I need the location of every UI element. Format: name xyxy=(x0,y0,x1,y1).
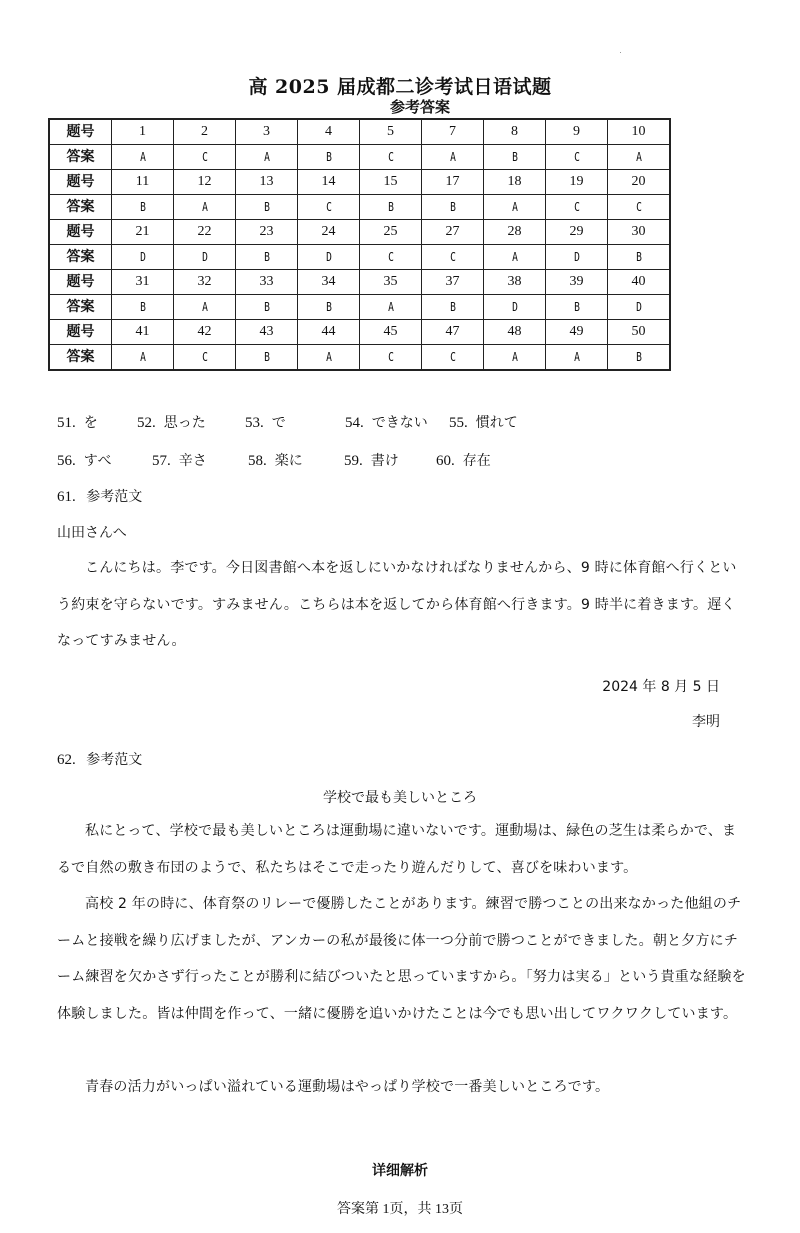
row-label-question: 题号 xyxy=(49,320,112,345)
fill-in-item xyxy=(344,450,399,470)
fill-in-item xyxy=(137,412,206,432)
row-label-answer: 答案 xyxy=(49,295,112,320)
answer-cell: D xyxy=(552,245,602,270)
question-number-cell: 10 xyxy=(608,119,671,145)
answer-cell: C xyxy=(304,195,354,220)
essay62-heading-text: 参考范文 xyxy=(86,752,143,768)
fill-in-answer: 書け xyxy=(370,453,399,469)
detail-analysis-heading: 详细解析 xyxy=(372,1163,428,1179)
question-number-cell: 42 xyxy=(174,320,236,345)
question-number-cell: 8 xyxy=(484,119,546,145)
question-number-cell: 29 xyxy=(546,220,608,245)
scan-speck xyxy=(620,52,621,53)
question-number-cell: 11 xyxy=(112,170,174,195)
fill-in-number: 53. xyxy=(245,415,264,431)
answer-cell: B xyxy=(242,245,292,270)
fill-in-number: 57. xyxy=(152,453,171,469)
essay62-paragraph-1: 私にとって、学校で最も美しいところは運動場に違いないです。運動場は、緑色の芝生は柔らかで、まるで自然の敷き布団のようで、私たちはそこで走ったり遊んだりして、喜びを味わいます。 xyxy=(57,823,737,876)
question-number-cell: 31 xyxy=(112,270,174,295)
answer-cell: D xyxy=(180,245,230,270)
answer-row xyxy=(49,295,670,320)
question-number-cell: 25 xyxy=(360,220,422,245)
answer-table xyxy=(48,118,671,371)
fill-in-number: 51. xyxy=(57,415,76,431)
question-number-cell: 20 xyxy=(608,170,671,195)
question-number-cell: 45 xyxy=(360,320,422,345)
answer-cell: A xyxy=(366,295,416,320)
fill-in-answer: 慣れて xyxy=(475,415,518,431)
question-number-row xyxy=(49,119,670,145)
answer-cell: B xyxy=(428,295,478,320)
row-label-question: 题号 xyxy=(49,119,112,145)
question-number-cell: 4 xyxy=(298,119,360,145)
question-number-cell: 47 xyxy=(422,320,484,345)
answer-row xyxy=(49,195,670,220)
essay62-paragraph-3: 青春の活力がいっぱい溢れている運動場はやっぱり学校で一番美しいところです。 xyxy=(85,1079,610,1095)
answer-cell: B xyxy=(304,295,354,320)
fill-in-number: 56. xyxy=(57,453,76,469)
answer-cell: B xyxy=(428,195,478,220)
question-number-cell: 48 xyxy=(484,320,546,345)
question-number-cell: 23 xyxy=(236,220,298,245)
fill-in-item xyxy=(245,412,286,432)
question-number-cell: 14 xyxy=(298,170,360,195)
essay61-number: 61. xyxy=(57,489,76,505)
question-number-cell: 38 xyxy=(484,270,546,295)
answer-cell: C xyxy=(366,245,416,270)
question-number-cell: 18 xyxy=(484,170,546,195)
essay62-number: 62. xyxy=(57,752,76,768)
question-number-cell: 33 xyxy=(236,270,298,295)
question-number-cell: 17 xyxy=(422,170,484,195)
answer-cell: B xyxy=(304,145,354,170)
fill-in-answer: で xyxy=(271,415,286,431)
fill-in-number: 52. xyxy=(137,415,156,431)
answer-cell: B xyxy=(552,295,602,320)
row-label-answer: 答案 xyxy=(49,245,112,270)
question-number-cell: 50 xyxy=(608,320,671,345)
question-number-cell: 2 xyxy=(174,119,236,145)
answer-cell: B xyxy=(490,145,540,170)
question-number-cell: 40 xyxy=(608,270,671,295)
answer-cell: C xyxy=(614,195,664,220)
fill-in-answer: 楽に xyxy=(274,453,303,469)
answer-cell: D xyxy=(304,245,354,270)
fill-in-number: 54. xyxy=(345,415,364,431)
answer-cell: B xyxy=(614,345,664,371)
document-subtitle: 参考答案 xyxy=(389,98,450,116)
answer-cell: C xyxy=(552,195,602,220)
row-label-answer: 答案 xyxy=(49,345,112,371)
question-number-cell: 12 xyxy=(174,170,236,195)
question-number-cell: 15 xyxy=(360,170,422,195)
answer-cell: B xyxy=(366,195,416,220)
question-number-cell: 32 xyxy=(174,270,236,295)
question-number-cell: 19 xyxy=(546,170,608,195)
question-number-cell: 39 xyxy=(546,270,608,295)
fill-in-number: 59. xyxy=(344,453,363,469)
question-number-cell: 35 xyxy=(360,270,422,295)
row-label-answer: 答案 xyxy=(49,145,112,170)
fill-in-item xyxy=(248,450,303,470)
question-number-cell: 34 xyxy=(298,270,360,295)
answer-cell: A xyxy=(428,145,478,170)
question-number-cell: 28 xyxy=(484,220,546,245)
fill-in-item xyxy=(436,450,491,470)
question-number-cell: 21 xyxy=(112,220,174,245)
fill-in-answer: 辛さ xyxy=(178,453,207,469)
answer-cell: A xyxy=(118,145,168,170)
answer-cell: C xyxy=(552,145,602,170)
answer-cell: D xyxy=(118,245,168,270)
answer-cell: A xyxy=(118,345,168,371)
fill-in-number: 58. xyxy=(248,453,267,469)
question-number-cell: 43 xyxy=(236,320,298,345)
essay61-body: こんにちは。李です。今日図書館へ本を返しにいかなければなりませんから、9 時に体育館へ行くという約束を守らないです。すみません。こちらは本を返してから体育館へ行きます。9 時半に着きます。遅くなってすみません。 xyxy=(57,560,737,649)
question-number-cell: 9 xyxy=(546,119,608,145)
answer-cell: A xyxy=(242,145,292,170)
essay62-heading xyxy=(57,749,142,769)
answer-cell: C xyxy=(366,345,416,371)
answer-cell: B xyxy=(118,295,168,320)
row-label-question: 题号 xyxy=(49,270,112,295)
essay61-salutation: 山田さんへ xyxy=(57,525,127,541)
question-number-cell: 41 xyxy=(112,320,174,345)
question-number-cell: 27 xyxy=(422,220,484,245)
question-number-cell: 13 xyxy=(236,170,298,195)
answer-cell: A xyxy=(490,195,540,220)
essay62-paragraph-2: 高校 2 年の時に、体育祭のリレーで優勝したことがあります。練習で勝つことの出来なかった他組のチームと接戦を繰り広げましたが、アンカーの私が最後に体一つ分前で勝つことができました。朝と夕方にチーム練習を欠かさず行ったことが勝利に結びついたと思っていますから。「努力は実る」という貴重な経験を体験しました。皆は仲間を作って、一緒に優勝を追いかけたことは今でも思い出してワクワクしています。 xyxy=(57,896,746,1022)
answer-cell: C xyxy=(366,145,416,170)
page-footer: 答案第 1页，共 13页 xyxy=(337,1202,463,1217)
question-number-cell: 44 xyxy=(298,320,360,345)
fill-in-item xyxy=(57,412,98,432)
question-number-cell: 7 xyxy=(422,119,484,145)
answer-cell: B xyxy=(242,195,292,220)
question-number-cell: 49 xyxy=(546,320,608,345)
question-number-cell: 5 xyxy=(360,119,422,145)
question-number-row xyxy=(49,320,670,345)
answer-cell: C xyxy=(428,345,478,371)
answer-cell: C xyxy=(180,345,230,371)
essay61-heading-text: 参考范文 xyxy=(86,489,143,505)
answer-cell: B xyxy=(118,195,168,220)
fill-in-item xyxy=(449,412,518,432)
row-label-answer: 答案 xyxy=(49,195,112,220)
fill-in-answer: を xyxy=(83,415,98,431)
fill-in-answer: すべ xyxy=(83,453,112,469)
answer-cell: B xyxy=(242,345,292,371)
answer-cell: C xyxy=(428,245,478,270)
essay61-signature: 李明 xyxy=(692,714,720,730)
question-number-cell: 37 xyxy=(422,270,484,295)
answer-cell: D xyxy=(490,295,540,320)
answer-cell: B xyxy=(614,245,664,270)
question-number-row xyxy=(49,270,670,295)
fill-in-item xyxy=(57,450,111,470)
question-number-cell: 24 xyxy=(298,220,360,245)
fill-in-item xyxy=(152,450,207,470)
document-title: 高 2025 届成都二诊考试日语试题 xyxy=(248,76,552,98)
answer-cell: A xyxy=(490,345,540,371)
answer-cell: A xyxy=(180,295,230,320)
fill-in-number: 60. xyxy=(436,453,455,469)
answer-cell: A xyxy=(180,195,230,220)
essay61-date: 2024 年 8 月 5 日 xyxy=(602,679,720,695)
answer-row xyxy=(49,145,670,170)
fill-in-item xyxy=(345,412,428,432)
row-label-question: 题号 xyxy=(49,220,112,245)
question-number-cell: 30 xyxy=(608,220,671,245)
answer-cell: C xyxy=(180,145,230,170)
answer-cell: A xyxy=(490,245,540,270)
answer-row xyxy=(49,245,670,270)
answer-cell: A xyxy=(614,145,664,170)
question-number-cell: 22 xyxy=(174,220,236,245)
answer-cell: B xyxy=(242,295,292,320)
fill-in-number: 55. xyxy=(449,415,468,431)
question-number-row xyxy=(49,220,670,245)
fill-in-answer: できない xyxy=(371,415,428,431)
question-number-cell: 3 xyxy=(236,119,298,145)
row-label-question: 题号 xyxy=(49,170,112,195)
essay61-heading xyxy=(57,486,142,506)
essay62-title: 学校で最も美しいところ xyxy=(323,790,477,806)
question-number-cell: 1 xyxy=(112,119,174,145)
answer-cell: A xyxy=(552,345,602,371)
answer-cell: A xyxy=(304,345,354,371)
fill-in-answer: 存在 xyxy=(462,453,491,469)
fill-in-answer: 思った xyxy=(163,415,206,431)
answer-row xyxy=(49,345,670,371)
answer-cell: D xyxy=(614,295,664,320)
question-number-row xyxy=(49,170,670,195)
